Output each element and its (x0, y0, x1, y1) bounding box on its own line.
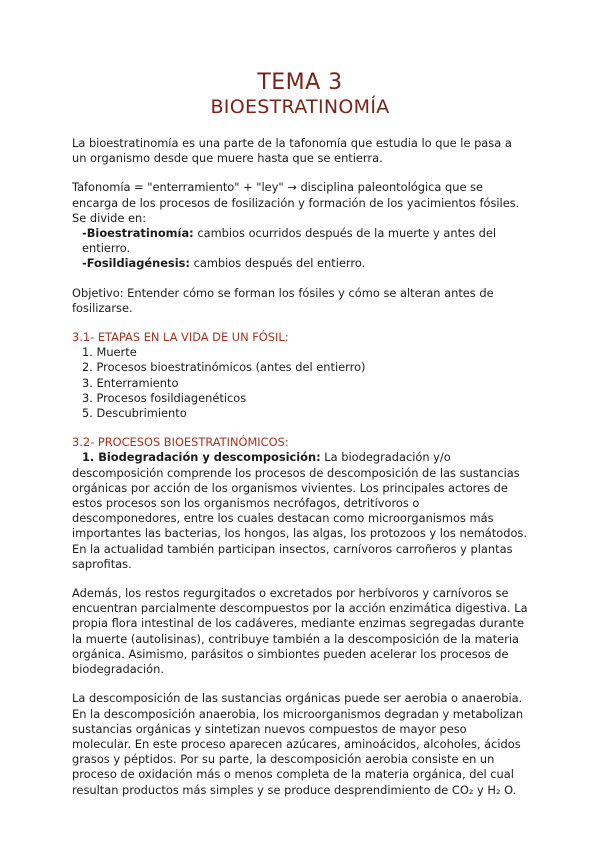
list-item: 2. Procesos bioestratinómicos (antes del entierro) (82, 360, 366, 375)
list-item: 1. Muerte (82, 345, 137, 360)
page-title: TEMA 3 (257, 70, 343, 95)
paragraph-restos: Además, los restos regurgitados o excretados por herbívoros y carnívoros se encuentran parcialmente descompuestos por la acción enzimática digestiva. La propia flora intestinal de los cadáveres, mediante enzimas segregadas durante la muerte (autolisinas), contribuye también a la descomposición de la materia orgánica. Asimismo, parásitos o simbiontes pueden acelerar los procesos de biodegradación. (72, 586, 528, 677)
division-text: cambios después del entierro. (189, 256, 366, 271)
list-item: 3. Procesos fosildiagenéticos (82, 390, 247, 405)
division-fosildiagenesis (72, 256, 528, 271)
document-body (72, 136, 528, 798)
tafonomia-paragraph: Tafonomía = "enterramiento" + "ley" → disciplina paleontológica que se encarga de los procesos de fosilización y formación de los yacimientos fósiles. Se divide en: (72, 180, 520, 225)
page-subtitle: BIOESTRATINOMÍA (210, 96, 390, 118)
paragraph-descomposicion: La descomposición de las sustancias orgánicas puede ser aerobia o anaerobia. En la descomposición anaerobia, los microorganismos degradan y metabolizan sustancias orgánicas y sintetizan nuevos compuestos de mayor peso molecular. En este proceso aparecen azúcares, aminoácidos, alcoholes, ácidos grasos y péptidos. Por su parte, la descomposición aerobia consiste en un proceso de oxidación más o menos completa de la materia orgánica, del cual resultan productos más simples y se produce desprendimiento de CO₂ y H₂ O. (72, 691, 524, 797)
division-text: cambios ocurridos después de la muerte y antes del entierro. (82, 226, 497, 256)
division-term: -Fosildiagénesis: (82, 256, 190, 271)
objetivo-paragraph: Objetivo: Entender cómo se forman los fósiles y cómo se alteran antes de fosilizarse. (72, 285, 494, 315)
process-text: La biodegradación y/o descomposición comprende los procesos de descomposición de las sustancias orgánicas por acción de los organismos vivientes. Los principales actores de estos procesos son los organismos necrófagos, detritívoros o descomponedores, entre los cuales destacan como microorganismos más importantes las bacterias, los hongos, las algas, los protozoos y los nemátodos. En la actualidad también participan insectos, carnívoros carroñeros y plantas saprofitas. (72, 450, 527, 571)
biodegradacion-paragraph (72, 450, 528, 572)
list-item: 5. Descubrimiento (82, 406, 187, 421)
intro-paragraph: La bioestratinomía es una parte de la tafonomía que estudia lo que le pasa a un organismo desde que muere hasta que se entierra. (72, 136, 512, 166)
division-bioestratinomia (72, 226, 528, 256)
process-term: 1. Biodegradación y descomposición: (82, 450, 321, 465)
etapas-list (72, 345, 528, 421)
section-heading-etapas: 3.1- ETAPAS EN LA VIDA DE UN FÓSIL: (72, 330, 289, 345)
division-term: -Bioestratinomía: (82, 226, 194, 241)
list-item: 3. Enterramiento (82, 375, 179, 390)
section-heading-procesos: 3.2- PROCESOS BIOESTRATINÓMICOS: (72, 435, 289, 450)
